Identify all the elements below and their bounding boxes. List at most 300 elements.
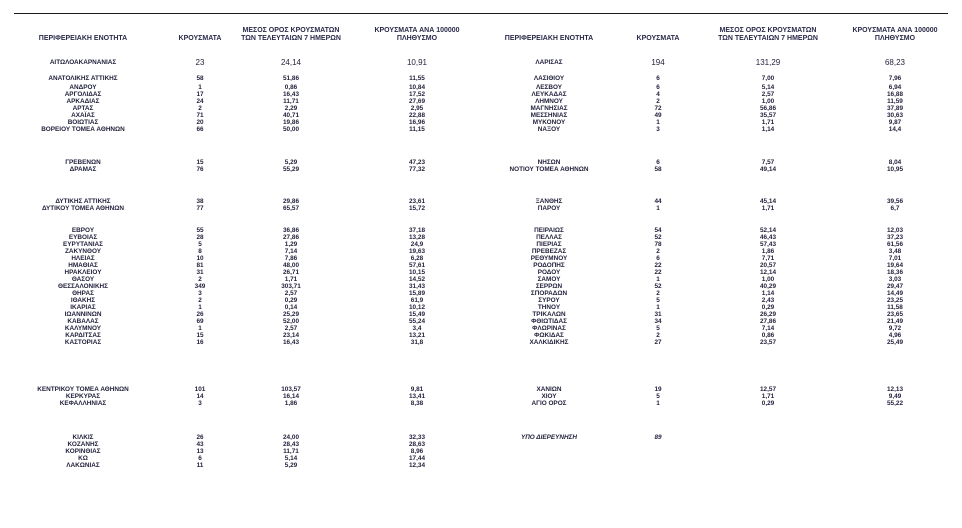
right-row-10-avg7: 49,14: [760, 166, 776, 173]
right-row-23-avg7: 2,43: [761, 297, 775, 304]
right-row-18-avg7: 20,57: [760, 262, 776, 269]
right-row-15-avg7: 57,43: [760, 241, 776, 248]
left-row-5-avg7: 2,29: [284, 105, 298, 112]
left-row-4-avg7: 11,71: [283, 98, 299, 105]
right-row-32-avg7: 0,29: [761, 400, 775, 407]
left-row-37-avg7: 5,29: [284, 462, 298, 469]
left-row-9-cases: 15: [196, 159, 204, 166]
left-row-24-per100k: 10,12: [409, 304, 425, 311]
left-row-34-per100k: 28,63: [409, 441, 425, 448]
left-row-7-per100k: 16,96: [409, 119, 425, 126]
left-row-11-region: ΔΥΤΙΚΗΣ ΑΤΤΙΚΗΣ: [55, 198, 111, 205]
right-row-21-cases: 52: [654, 283, 662, 290]
left-row-31-cases: 14: [196, 393, 204, 400]
right-row-23-region: ΣΥΡΟΥ: [538, 297, 560, 304]
left-header-avg-line1: ΜΕΣΟΣ ΟΡΟΣ ΚΡΟΥΣΜΑΤΩΝ: [242, 27, 340, 34]
right-row-29-cases: 27: [654, 339, 662, 346]
left-row-35-per100k: 8,96: [410, 448, 424, 455]
right-row-20-per100k: 3,03: [888, 276, 902, 283]
left-row-34-cases: 43: [196, 441, 204, 448]
left-row-29-cases: 16: [196, 339, 204, 346]
right-row-24-avg7: 0,29: [761, 304, 775, 311]
left-row-0-avg7: 24,14: [280, 58, 302, 67]
right-row-32-per100k: 55,22: [887, 400, 903, 407]
left-row-33-cases: 26: [196, 434, 204, 441]
right-row-28-cases: 2: [656, 332, 660, 339]
right-row-7-avg7: 1,71: [761, 119, 775, 126]
left-row-30-cases: 101: [194, 386, 206, 393]
right-row-9-avg7: 7,57: [761, 159, 775, 166]
left-row-27-cases: 1: [198, 325, 202, 332]
left-row-19-cases: 31: [196, 269, 204, 276]
left-row-3-region: ΑΡΓΟΛΙΔΑΣ: [64, 91, 102, 98]
right-row-5-region: ΜΑΓΝΗΣΙΑΣ: [530, 105, 568, 112]
left-row-33-region: ΚΙΛΚΙΣ: [72, 434, 94, 441]
left-row-22-cases: 3: [198, 290, 202, 297]
right-row-14-per100k: 37,23: [887, 234, 903, 241]
left-row-26-cases: 69: [196, 318, 204, 325]
left-row-32-avg7: 1,86: [284, 400, 298, 407]
left-row-4-region: ΑΡΚΑΔΙΑΣ: [66, 98, 100, 105]
right-row-16-region: ΠΡΕΒΕΖΑΣ: [531, 248, 567, 255]
left-header-avg: [232, 27, 350, 43]
left-row-6-region: ΑΧΑΪΑΣ: [71, 112, 95, 119]
right-row-17-cases: 6: [656, 255, 660, 262]
right-row-33-region: ΥΠΟ ΔΙΕΡΕΥΝΗΣΗ: [520, 434, 578, 441]
left-row-9-per100k: 47,23: [409, 159, 425, 166]
right-row-31-region: ΧΙΟΥ: [541, 393, 557, 400]
left-row-2-region: ΑΝΔΡΟΥ: [69, 84, 97, 91]
right-row-17-region: ΡΕΘΥΜΝΟΥ: [530, 255, 568, 262]
left-row-15-avg7: 1,29: [284, 241, 298, 248]
right-row-4-avg7: 1,00: [761, 98, 775, 105]
right-row-3-per100k: 16,88: [887, 91, 903, 98]
top-rule: [14, 13, 948, 14]
right-row-1-per100k: 7,96: [888, 75, 902, 82]
right-row-13-region: ΠΕΙΡΑΙΩΣ: [534, 227, 564, 234]
right-row-10-region: ΝΟΤΙΟΥ ΤΟΜΕΑ ΑΘΗΝΩΝ: [509, 166, 589, 173]
right-row-25-cases: 31: [654, 311, 662, 318]
left-row-25-per100k: 15,49: [409, 311, 425, 318]
left-row-18-avg7: 48,00: [283, 262, 299, 269]
left-row-27-per100k: 3,4: [412, 325, 422, 332]
left-row-31-per100k: 13,41: [409, 393, 425, 400]
left-row-3-cases: 17: [196, 91, 204, 98]
right-row-26-per100k: 21,49: [887, 318, 903, 325]
left-row-37-per100k: 12,34: [409, 462, 425, 469]
left-row-31-avg7: 16,14: [283, 393, 299, 400]
right-row-14-cases: 52: [654, 234, 662, 241]
left-header-per-line2: ΠΛΗΘΥΣΜΟ: [396, 35, 438, 42]
left-row-36-avg7: 5,14: [284, 455, 298, 462]
left-row-34-avg7: 28,43: [283, 441, 299, 448]
right-row-4-per100k: 11,59: [887, 98, 903, 105]
left-row-37-region: ΛΑΚΩΝΙΑΣ: [66, 462, 100, 469]
left-row-12-region: ΔΥΤΙΚΟΥ ΤΟΜΕΑ ΑΘΗΝΩΝ: [42, 205, 124, 212]
left-row-1-region: ΑΝΑΤΟΛΙΚΗΣ ΑΤΤΙΚΗΣ: [48, 75, 118, 82]
right-row-2-avg7: 5,14: [761, 84, 775, 91]
right-header-avg-line1: ΜΕΣΟΣ ΟΡΟΣ ΚΡΟΥΣΜΑΤΩΝ: [719, 27, 817, 34]
right-row-19-avg7: 12,14: [760, 269, 776, 276]
right-row-13-avg7: 52,14: [760, 227, 776, 234]
left-row-17-per100k: 6,28: [410, 255, 424, 262]
left-row-24-region: ΙΚΑΡΙΑΣ: [70, 304, 96, 311]
right-header-avg: [712, 27, 824, 43]
left-row-12-per100k: 15,72: [409, 205, 425, 212]
left-row-11-cases: 38: [196, 198, 204, 205]
left-row-21-region: ΘΕΣΣΑΛΟΝΙΚΗΣ: [57, 283, 109, 290]
right-row-3-region: ΛΕΥΚΑΔΑΣ: [531, 91, 567, 98]
right-row-31-avg7: 1,71: [761, 393, 775, 400]
left-row-2-per100k: 10,84: [409, 84, 425, 91]
right-row-27-region: ΦΛΩΡΙΝΑΣ: [532, 325, 566, 332]
right-row-24-per100k: 11,58: [887, 304, 903, 311]
left-row-35-avg7: 11,71: [283, 448, 299, 455]
right-row-1-region: ΛΑΣΙΘΙΟΥ: [533, 75, 565, 82]
right-row-22-cases: 2: [656, 290, 660, 297]
right-row-29-per100k: 25,49: [887, 339, 903, 346]
right-row-16-cases: 2: [656, 248, 660, 255]
left-row-20-cases: 2: [198, 276, 202, 283]
left-row-30-avg7: 103,57: [281, 386, 301, 393]
left-row-24-cases: 1: [198, 304, 202, 311]
left-row-22-per100k: 15,89: [409, 290, 425, 297]
left-row-26-avg7: 52,00: [283, 318, 299, 325]
left-row-35-cases: 13: [196, 448, 204, 455]
left-row-28-region: ΚΑΡΔΙΤΣΑΣ: [65, 332, 101, 339]
left-row-19-region: ΗΡΑΚΛΕΙΟΥ: [64, 269, 102, 276]
left-row-16-per100k: 19,63: [409, 248, 425, 255]
right-row-6-avg7: 35,57: [760, 112, 776, 119]
left-row-25-region: ΙΩΑΝΝΙΝΩΝ: [64, 311, 102, 318]
right-row-13-per100k: 12,03: [887, 227, 903, 234]
right-row-4-cases: 2: [656, 98, 660, 105]
right-row-19-region: ΡΟΔΟΥ: [537, 269, 561, 276]
left-row-13-avg7: 36,86: [283, 227, 299, 234]
left-row-10-cases: 76: [196, 166, 204, 173]
left-row-36-region: ΚΩ: [78, 455, 88, 462]
left-row-4-cases: 24: [196, 98, 204, 105]
left-row-29-avg7: 16,43: [283, 339, 299, 346]
right-row-12-region: ΠΑΡΟΥ: [537, 205, 561, 212]
left-row-15-cases: 5: [198, 241, 202, 248]
right-row-7-region: ΜΥΚΟΝΟΥ: [532, 119, 566, 126]
right-row-12-avg7: 1,71: [761, 205, 775, 212]
right-header-cases: ΚΡΟΥΣΜΑΤΑ: [636, 35, 680, 42]
left-row-25-cases: 26: [196, 311, 204, 318]
right-row-27-per100k: 9,72: [888, 325, 902, 332]
right-row-12-cases: 1: [656, 205, 660, 212]
left-row-1-cases: 58: [196, 75, 204, 82]
left-row-28-cases: 15: [196, 332, 204, 339]
left-row-11-per100k: 23,61: [409, 198, 425, 205]
right-row-27-cases: 5: [656, 325, 660, 332]
left-row-11-avg7: 29,86: [283, 198, 299, 205]
left-row-35-region: ΚΟΡΙΝΘΙΑΣ: [65, 448, 101, 455]
right-row-0-region: ΛΑΡΙΣΑΣ: [535, 59, 563, 66]
right-row-5-avg7: 56,86: [760, 105, 776, 112]
right-row-2-region: ΛΕΣΒΟΥ: [535, 84, 563, 91]
left-row-30-per100k: 9,81: [410, 386, 424, 393]
right-row-9-region: ΝΗΣΩΝ: [537, 159, 561, 166]
right-row-15-cases: 78: [654, 241, 662, 248]
left-row-37-cases: 11: [196, 462, 204, 469]
left-row-3-avg7: 16,43: [283, 91, 299, 98]
left-row-10-per100k: 77,32: [409, 166, 425, 173]
left-row-17-cases: 10: [196, 255, 204, 262]
left-row-33-per100k: 32,33: [409, 434, 425, 441]
left-header-avg-line2: ΤΩΝ ΤΕΛΕΥΤΑΙΩΝ 7 ΗΜΕΡΩΝ: [241, 35, 341, 42]
right-row-23-cases: 5: [656, 297, 660, 304]
left-row-32-region: ΚΕΦΑΛΛΗΝΙΑΣ: [59, 400, 107, 407]
left-row-24-avg7: 0,14: [284, 304, 298, 311]
left-row-15-region: ΕΥΡΥΤΑΝΙΑΣ: [63, 241, 103, 248]
right-row-8-per100k: 14,4: [888, 126, 902, 133]
left-row-29-per100k: 31,8: [410, 339, 424, 346]
left-row-9-avg7: 5,29: [284, 159, 298, 166]
right-row-5-cases: 72: [654, 105, 662, 112]
left-row-17-avg7: 7,86: [284, 255, 298, 262]
right-row-13-cases: 54: [654, 227, 662, 234]
right-row-0-cases: 194: [651, 58, 665, 67]
left-row-10-avg7: 55,29: [283, 166, 299, 173]
left-row-1-per100k: 11,55: [409, 75, 425, 82]
left-row-18-per100k: 57,61: [409, 262, 425, 269]
left-row-34-region: ΚΟΖΑΝΗΣ: [67, 441, 99, 448]
right-row-14-avg7: 46,43: [760, 234, 776, 241]
left-row-6-per100k: 22,88: [409, 112, 425, 119]
right-row-5-per100k: 37,89: [887, 105, 903, 112]
left-row-14-avg7: 27,86: [283, 234, 299, 241]
right-row-9-cases: 6: [656, 159, 660, 166]
left-row-5-per100k: 2,95: [410, 105, 424, 112]
right-row-31-per100k: 9,49: [888, 393, 902, 400]
right-row-2-cases: 6: [656, 84, 660, 91]
right-row-24-cases: 1: [656, 304, 660, 311]
left-row-2-cases: 1: [198, 84, 202, 91]
right-row-16-avg7: 1,86: [761, 248, 775, 255]
right-row-3-avg7: 2,57: [761, 91, 775, 98]
left-row-7-cases: 20: [196, 119, 204, 126]
left-row-3-per100k: 17,52: [409, 91, 425, 98]
left-row-36-per100k: 17,44: [409, 455, 425, 462]
left-header-cases: ΚΡΟΥΣΜΑΤΑ: [178, 35, 222, 42]
left-row-8-cases: 66: [196, 126, 204, 133]
right-row-4-region: ΛΗΜΝΟΥ: [535, 98, 563, 105]
right-row-6-region: ΜΕΣΣΗΝΙΑΣ: [530, 112, 568, 119]
right-row-3-cases: 4: [656, 91, 660, 98]
left-row-14-per100k: 13,28: [409, 234, 425, 241]
right-row-25-region: ΤΡΙΚΑΛΩΝ: [532, 311, 566, 318]
left-row-7-region: ΒΟΙΩΤΙΑΣ: [67, 119, 99, 126]
left-row-26-per100k: 55,24: [409, 318, 425, 325]
right-row-16-per100k: 3,48: [888, 248, 902, 255]
left-row-18-cases: 81: [196, 262, 204, 269]
right-row-22-region: ΣΠΟΡΑΔΩΝ: [530, 290, 568, 297]
right-row-22-avg7: 1,14: [761, 290, 775, 297]
left-row-5-region: ΑΡΤΑΣ: [72, 105, 94, 112]
right-row-17-avg7: 7,71: [761, 255, 775, 262]
left-row-28-per100k: 13,21: [409, 332, 425, 339]
right-row-29-avg7: 23,57: [760, 339, 776, 346]
left-row-1-avg7: 51,86: [283, 75, 299, 82]
left-row-5-cases: 2: [198, 105, 202, 112]
left-row-12-avg7: 65,57: [283, 205, 299, 212]
right-row-10-cases: 58: [654, 166, 662, 173]
left-row-23-region: ΙΘΑΚΗΣ: [70, 297, 96, 304]
right-row-21-region: ΣΕΡΡΩΝ: [535, 283, 563, 290]
right-row-18-cases: 22: [654, 262, 662, 269]
right-row-6-per100k: 30,63: [887, 112, 903, 119]
right-row-7-cases: 1: [656, 119, 660, 126]
left-header-per-line1: ΚΡΟΥΣΜΑΤΑ ΑΝΑ 100000: [374, 27, 460, 34]
left-row-13-region: ΕΒΡΟΥ: [71, 227, 95, 234]
right-row-11-region: ΞΑΝΘΗΣ: [535, 198, 563, 205]
right-row-30-region: ΧΑΝΙΩΝ: [536, 386, 562, 393]
left-row-21-cases: 349: [194, 283, 206, 290]
right-row-26-cases: 34: [654, 318, 662, 325]
right-header-per-line1: ΚΡΟΥΣΜΑΤΑ ΑΝΑ 100000: [852, 27, 938, 34]
left-row-9-region: ΓΡΕΒΕΝΩΝ: [65, 159, 101, 166]
right-row-32-cases: 1: [656, 400, 660, 407]
left-row-16-region: ΖΑΚΥΝΘΟΥ: [64, 248, 102, 255]
left-row-22-region: ΘΗΡΑΣ: [72, 290, 94, 297]
left-row-20-per100k: 14,52: [409, 276, 425, 283]
right-row-6-cases: 49: [654, 112, 662, 119]
right-row-26-avg7: 27,86: [760, 318, 776, 325]
left-row-29-region: ΚΑΣΤΟΡΙΑΣ: [64, 339, 102, 346]
left-row-10-region: ΔΡΑΜΑΣ: [69, 166, 97, 173]
right-row-21-avg7: 40,29: [760, 283, 776, 290]
left-row-33-avg7: 24,00: [283, 434, 299, 441]
left-row-6-avg7: 40,71: [283, 112, 299, 119]
right-row-18-per100k: 19,64: [887, 262, 903, 269]
right-row-30-avg7: 12,57: [760, 386, 776, 393]
right-row-28-avg7: 0,86: [761, 332, 775, 339]
right-row-33-cases: 89: [654, 434, 662, 441]
left-row-17-region: ΗΛΕΙΑΣ: [71, 255, 95, 262]
right-row-1-cases: 6: [656, 75, 660, 82]
left-row-32-cases: 3: [198, 400, 202, 407]
left-row-14-cases: 28: [196, 234, 204, 241]
left-row-30-region: ΚΕΝΤΡΙΚΟΥ ΤΟΜΕΑ ΑΘΗΝΩΝ: [37, 386, 129, 393]
right-row-11-avg7: 45,14: [760, 198, 776, 205]
left-row-26-region: ΚΑΒΑΛΑΣ: [67, 318, 99, 325]
right-row-30-per100k: 12,13: [887, 386, 903, 393]
right-row-0-avg7: 131,29: [755, 58, 781, 67]
left-row-19-per100k: 10,15: [409, 269, 425, 276]
right-row-20-avg7: 1,00: [761, 276, 775, 283]
right-row-17-per100k: 7,01: [888, 255, 902, 262]
left-row-31-region: ΚΕΡΚΥΡΑΣ: [65, 393, 101, 400]
left-row-12-cases: 77: [196, 205, 204, 212]
right-row-0-per100k: 68,23: [884, 58, 906, 67]
right-row-25-avg7: 26,29: [760, 311, 776, 318]
right-row-20-region: ΣΑΜΟΥ: [537, 276, 561, 283]
left-row-2-avg7: 0,86: [284, 84, 298, 91]
left-row-28-avg7: 23,14: [283, 332, 299, 339]
right-row-21-per100k: 29,47: [887, 283, 903, 290]
left-row-8-region: ΒΟΡΕΙΟΥ ΤΟΜΕΑ ΑΘΗΝΩΝ: [41, 126, 125, 133]
left-row-22-avg7: 2,57: [284, 290, 298, 297]
right-row-8-avg7: 1,14: [761, 126, 775, 133]
left-row-36-cases: 6: [198, 455, 202, 462]
left-row-16-avg7: 7,14: [284, 248, 298, 255]
right-header-per: [836, 27, 954, 43]
left-row-6-cases: 71: [196, 112, 204, 119]
left-row-8-per100k: 11,15: [409, 126, 425, 133]
right-row-22-per100k: 14,49: [887, 290, 903, 297]
right-row-29-region: ΧΑΛΚΙΔΙΚΗΣ: [529, 339, 569, 346]
right-row-24-region: ΤΗΝΟΥ: [537, 304, 561, 311]
left-header-region: ΠΕΡΙΦΕΡΕΙΑΚΗ ΕΝΟΤΗΤΑ: [38, 35, 128, 42]
right-row-1-avg7: 7,00: [761, 75, 775, 82]
right-row-10-per100k: 10,95: [887, 166, 903, 173]
left-row-13-cases: 55: [196, 227, 204, 234]
left-row-20-avg7: 1,71: [284, 276, 298, 283]
left-row-21-per100k: 31,43: [409, 283, 425, 290]
right-row-15-region: ΠΙΕΡΙΑΣ: [536, 241, 562, 248]
right-row-19-cases: 22: [654, 269, 662, 276]
left-row-23-avg7: 0,29: [284, 297, 298, 304]
right-row-30-cases: 19: [654, 386, 662, 393]
left-row-0-region: ΑΙΤΩΛΟΑΚΑΡΝΑΝΙΑΣ: [49, 59, 117, 66]
left-row-8-avg7: 50,00: [283, 126, 299, 133]
left-row-19-avg7: 26,71: [283, 269, 299, 276]
left-row-23-per100k: 61,9: [410, 297, 424, 304]
left-row-0-per100k: 10,91: [406, 58, 428, 67]
left-row-18-region: ΗΜΑΘΙΑΣ: [68, 262, 98, 269]
left-row-23-cases: 2: [198, 297, 202, 304]
right-row-25-per100k: 23,65: [887, 311, 903, 318]
right-row-14-region: ΠΕΛΛΑΣ: [536, 234, 562, 241]
right-row-2-per100k: 6,94: [888, 84, 902, 91]
left-row-27-region: ΚΑΛΥΜΝΟΥ: [64, 325, 102, 332]
left-row-21-avg7: 303,71: [281, 283, 301, 290]
left-row-20-region: ΘΑΣΟΥ: [71, 276, 95, 283]
right-row-26-region: ΦΘΙΩΤΙΔΑΣ: [531, 318, 567, 325]
right-row-8-region: ΝΑΞΟΥ: [537, 126, 561, 133]
right-row-19-per100k: 18,36: [887, 269, 903, 276]
left-row-0-cases: 23: [195, 58, 205, 67]
right-row-28-region: ΦΩΚΙΔΑΣ: [534, 332, 564, 339]
right-row-9-per100k: 8,04: [888, 159, 902, 166]
right-row-8-cases: 3: [656, 126, 660, 133]
left-row-32-per100k: 8,38: [410, 400, 424, 407]
left-row-4-per100k: 27,69: [409, 98, 425, 105]
left-row-27-avg7: 2,57: [284, 325, 298, 332]
left-row-13-per100k: 37,18: [409, 227, 425, 234]
right-row-18-region: ΡΟΔΟΠΗΣ: [533, 262, 565, 269]
left-row-14-region: ΕΥΒΟΙΑΣ: [68, 234, 98, 241]
right-row-28-per100k: 4,96: [888, 332, 902, 339]
right-header-region: ΠΕΡΙΦΕΡΕΙΑΚΗ ΕΝΟΤΗΤΑ: [504, 35, 594, 42]
left-row-15-per100k: 24,9: [410, 241, 424, 248]
right-row-15-per100k: 61,56: [887, 241, 903, 248]
right-row-20-cases: 1: [656, 276, 660, 283]
right-row-32-region: ΑΓΙΟ ΟΡΟΣ: [531, 400, 567, 407]
right-row-7-per100k: 9,87: [888, 119, 902, 126]
right-row-11-per100k: 39,56: [887, 198, 903, 205]
right-row-27-avg7: 7,14: [761, 325, 775, 332]
left-header-per: [362, 27, 472, 43]
right-row-31-cases: 5: [656, 393, 660, 400]
right-row-23-per100k: 23,25: [887, 297, 903, 304]
right-header-avg-line2: ΤΩΝ ΤΕΛΕΥΤΑΙΩΝ 7 ΗΜΕΡΩΝ: [718, 35, 818, 42]
right-row-12-per100k: 6,7: [890, 205, 900, 212]
left-row-16-cases: 8: [198, 248, 202, 255]
right-row-11-cases: 44: [654, 198, 662, 205]
